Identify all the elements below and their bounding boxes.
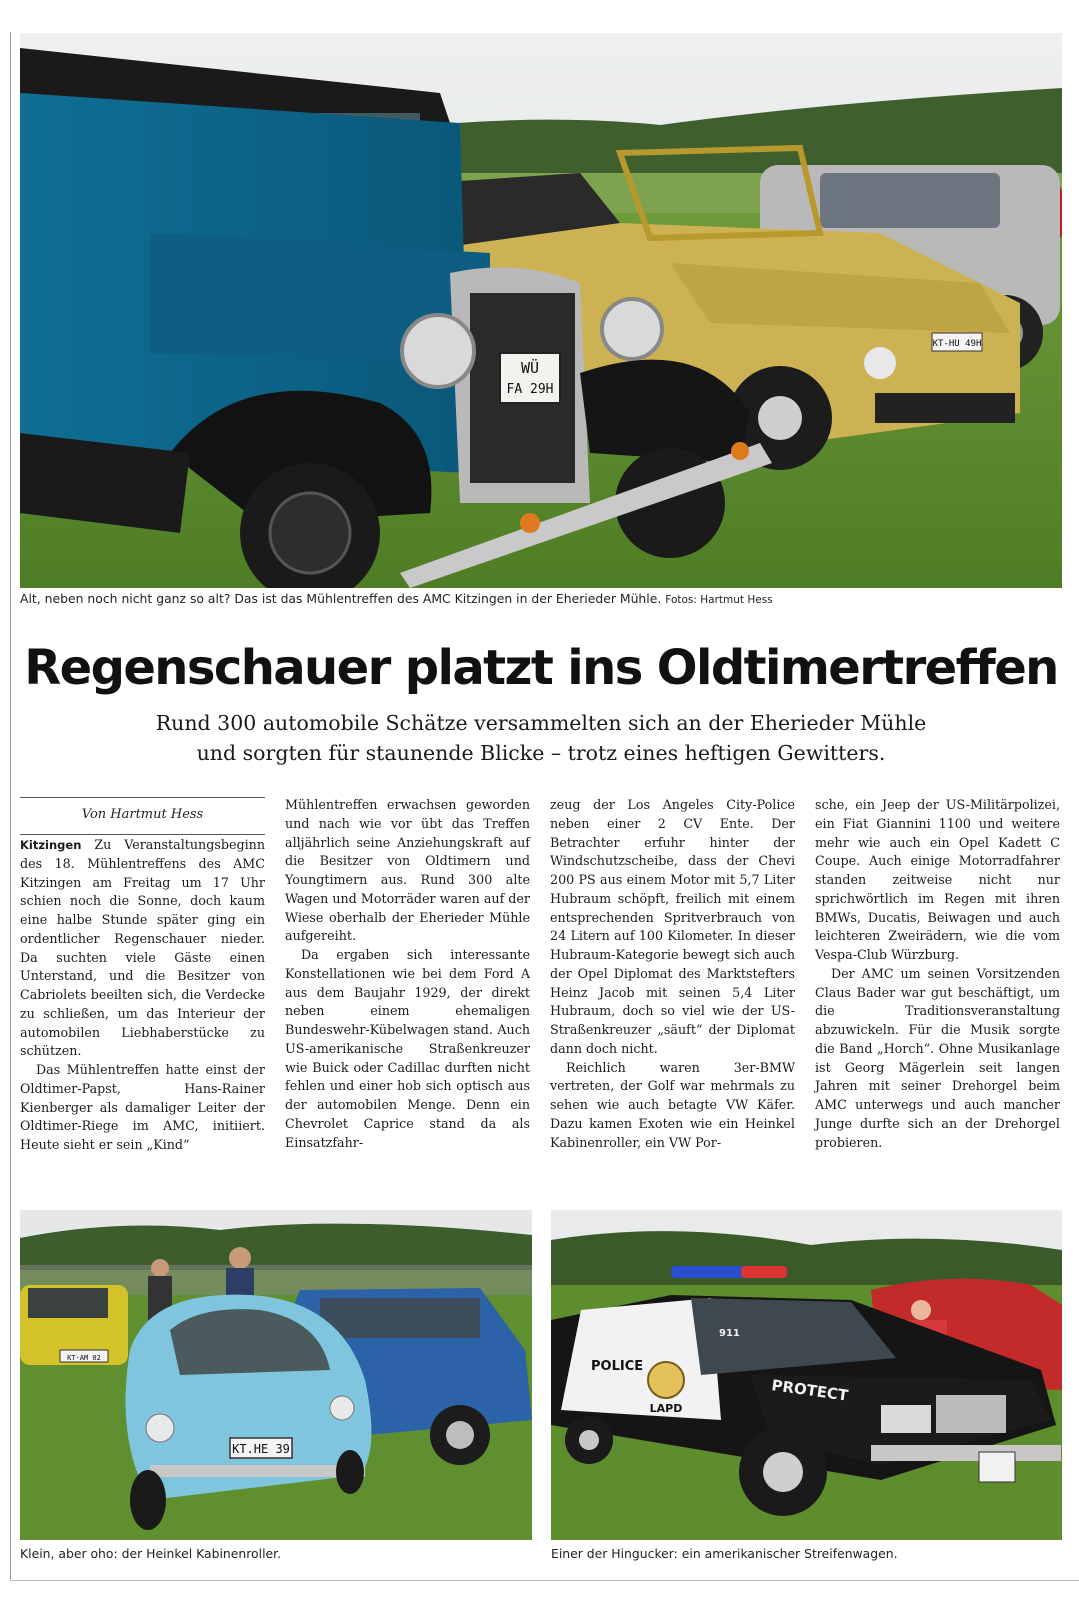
paragraph: Reichlich waren 3er-BMW vertreten, der Golf war mehrmals zu sehen wie auch betagte VW Käfer. Dazu kamen Exoten wie ein Heinkel Kabinenroller, ein VW Por- [550, 1059, 795, 1150]
bottom-left-caption: Klein, aber oho: der Heinkel Kabinenroller. [20, 1546, 282, 1561]
article-column-3 [550, 796, 795, 1152]
ford-plate-line1: WÜ [520, 359, 540, 377]
top-photo-vintage-cars [20, 33, 1062, 588]
bottom-right-photo-police-car [551, 1210, 1062, 1540]
paragraph [20, 836, 265, 1061]
ford-plate-line2: FA 29H [506, 382, 554, 397]
subheadline-line-2: und sorgten für staunende Blicke – trotz eines heftigen Gewitters. [196, 741, 886, 765]
bottom-left-photo-heinkel [20, 1210, 532, 1540]
article-column-2 [285, 796, 530, 1152]
bottom-left-photo-illustration [20, 1210, 532, 1540]
page-border-bottom [10, 1580, 1079, 1581]
article-column-1 [20, 836, 265, 1155]
bmw-plate-text: KT·AM 02 [67, 1354, 101, 1362]
paragraph-text: Zu Veranstaltungsbeginn des 18. Mühlentreffens des AMC Kitzingen am Freitag um 17 Uhr schien noch die Sonne, doch kaum eine halbe Stunde später ging ein ordentlicher Regenschauer nieder. Da suchten viele Gäste einen Unterstand, und die Besitzer von Cabriolets beeilten sich, die Verdecke zu schließen, um das Interieur der automobilen Liebhaberstücke zu schützen. [20, 837, 265, 1059]
police-number-text: 911 [719, 1328, 740, 1339]
photo-credit: Fotos: Hartmut Hess [665, 594, 773, 606]
paragraph: Das Mühlentreffen hatte einst der Oldtimer-Papst, Hans-Rainer Kienberger als damaliger Leiter der Oldtimer-Riege im AMC, initiiert. Heute sieht er sein „Kind“ [20, 1062, 265, 1152]
subheadline-line-1: Rund 300 automobile Schätze versammelten sich an der Eherieder Mühle [155, 711, 927, 735]
bottom-right-photo-illustration [551, 1210, 1062, 1540]
top-caption-text: Alt, neben noch nicht ganz so alt? Das ist das Mühlentreffen des AMC Kitzingen in der Eherieder Mühle. [20, 591, 662, 606]
heinkel-plate-text: KT.HE 39 [232, 1442, 290, 1456]
article-headline: Regenschauer platzt ins Oldtimertreffen [24, 640, 1058, 696]
paragraph: zeug der Los Angeles City-Police neben einer 2 CV Ente. Der Betrachter erfuhr hinter der Windschutzscheibe, dass der Chevi 200 PS aus einem Motor mit 5,7 Liter Hubraum schöpft, freilich mit einem entsprechenden Spritverbrauch von 24 Litern auf 100 Kilometer. In dieser Hubraum-Kategorie bewegt sich auch der Opel Diplomat des Marktstefters Heinz Jacob mit seinen 5,4 Liter Hubraum, doch so viel wie der US-Straßenkreuzer „säuft“ der Diplomat dann doch nicht. [550, 797, 795, 1056]
article-column-4 [815, 796, 1060, 1152]
police-hood-text: PROTECT [770, 1376, 850, 1405]
dateline: Kitzingen [20, 838, 82, 852]
paragraph: Mühlentreffen erwachsen geworden und nach wie vor übt das Treffen alljährlich seine Anziehungskraft auf die Besitzer von Oldtimern und Youngtimern aus. Rund 300 alte Wagen und Motorräder waren auf der Wiese oberhalb der Eherieder Mühle aufgereiht. [285, 797, 530, 944]
byline: Von Hartmut Hess [81, 807, 204, 822]
police-badge-text: LAPD [649, 1402, 683, 1415]
bottom-right-caption: Einer der Hingucker: ein amerikanischer Streifenwagen. [551, 1546, 898, 1561]
page-border-left [10, 32, 11, 1580]
top-photo-illustration [20, 33, 1062, 588]
vw-plate-text: KT-HU 49H [932, 339, 982, 349]
top-photo-caption [20, 591, 773, 606]
paragraph: Da ergaben sich interessante Konstellationen wie bei dem Ford A aus dem Baujahr 1929, der direkt neben einem ehemaligen Bundeswehr-Kübelwagen stand. Auch US-amerikanische Straßenkreuzer wie Buick oder Cadillac durften nicht fehlen und einer hob sich optisch aus der automobilen Menge. Denn ein Chevrolet Caprice stand da als Einsatzfahr- [285, 947, 530, 1150]
police-door-text: POLICE [591, 1359, 644, 1374]
paragraph: Der AMC um seinen Vorsitzenden Claus Bader war gut beschäftigt, um die Traditionsveranstaltung abzuwickeln. Für die Musik sorgte die Band „Horch“. Ohne Musikanlage ist Georg Mägerlein seit langen Jahren mit seiner Drehorgel beim AMC unterwegs und auch mancher Junge durfte sich an der Drehorgel probieren. [815, 965, 1060, 1150]
byline-box [20, 797, 265, 835]
article-subheadline [20, 708, 1062, 768]
paragraph: sche, ein Jeep der US-Militärpolizei, ein Fiat Giannini 1100 und weitere mehr wie auch ein Opel Kadett C Coupe. Auch einige Motorradfahrer standen zeitweise nicht nur sprichwörtlich im Regen mit ihren BMWs, Ducatis, Beiwagen und auch leichteren Zweirädern, wie die vom Vespa-Club Würzburg. [815, 797, 1060, 962]
